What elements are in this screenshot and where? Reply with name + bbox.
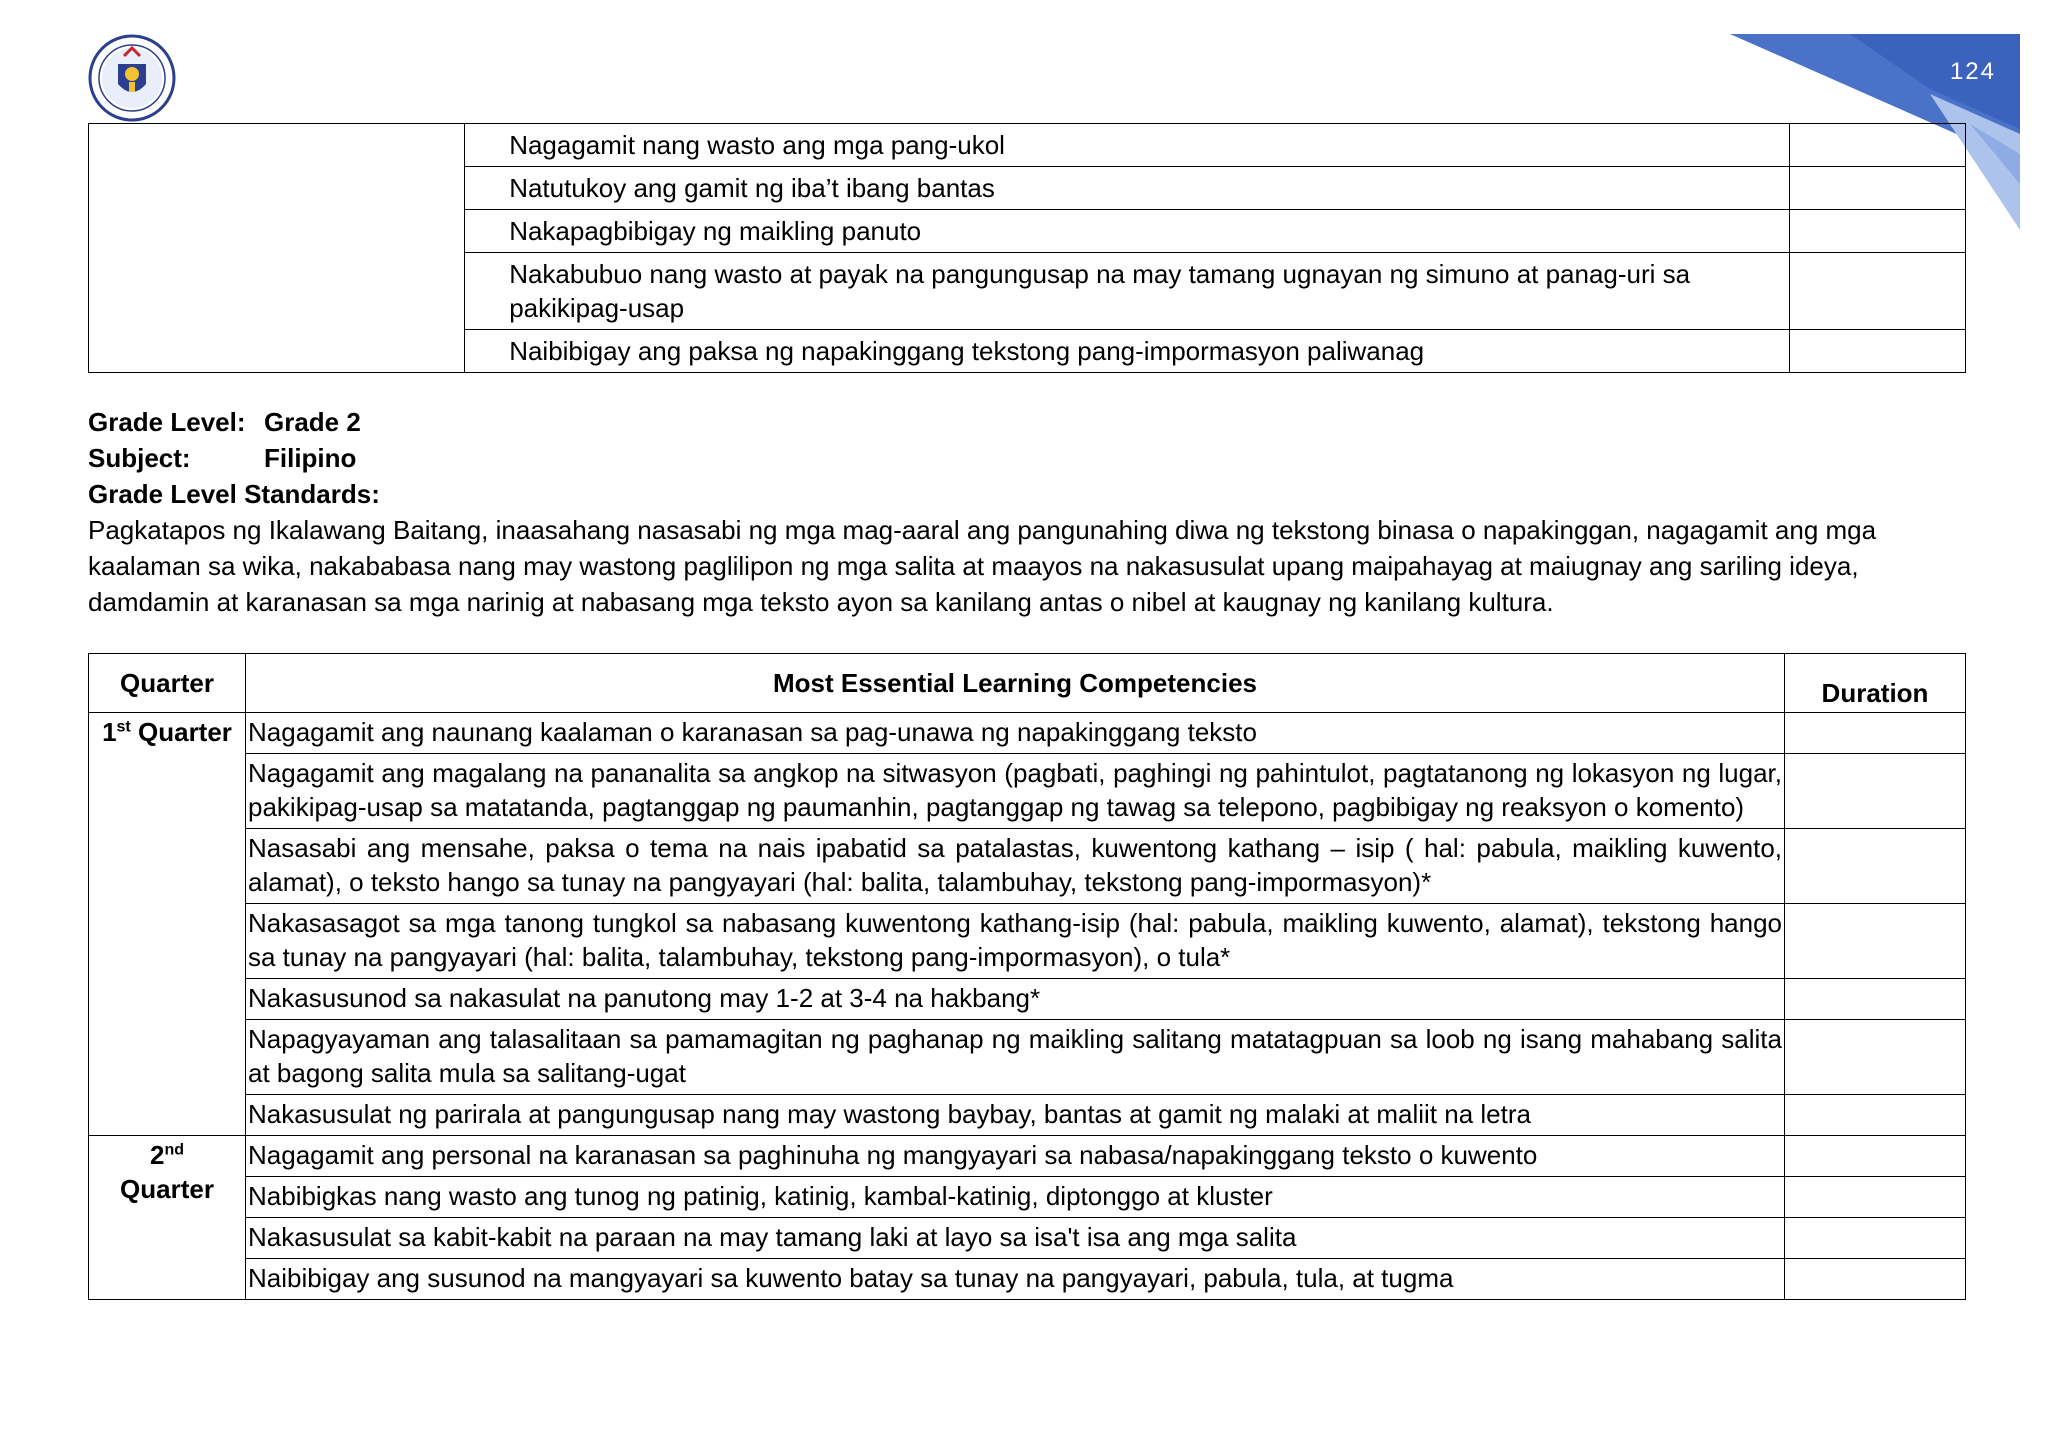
competency-cell: Nakasusunod sa nakasulat na panutong may 1-2 at 3-4 na hakbang*	[246, 979, 1785, 1020]
competency-cell: Nasasabi ang mensahe, paksa o tema na nais ipabatid sa patalastas, kuwentong kathang – isip ( hal: pabula, maikling kuwento, alamat), o teksto hango sa tunay na pangyayari (hal: balita, talambuhay, tekstong pang-impormasyon)*	[246, 829, 1785, 904]
competency-cell: Nakasasagot sa mga tanong tungkol sa nabasang kuwentong kathang-isip (hal: pabula, maikling kuwento, alamat), tekstong hango sa tunay na pangyayari (hal: balita, talambuhay, tekstong pang-impormasyon), o tula*	[246, 904, 1785, 979]
duration-cell	[1785, 904, 1966, 979]
duration-cell	[1785, 1136, 1966, 1177]
table-row	[89, 1218, 1966, 1259]
quarter-header: Quarter	[89, 654, 246, 713]
quarter-number: 1	[102, 717, 117, 747]
table-row	[89, 754, 1966, 829]
standards-text: Pagkatapos ng Ikalawang Baitang, inaasahang nasasabi ng mga mag-aaral ang pangunahing diwa ng tekstong binasa o napakinggan, nagagamit ang mga kaalaman sa wika, nakababasa nang may wastong paglilipon ng mga salita at maayos na nakasusulat upang maipahayag at maiugnay ang sariling ideya, damdamin at karanasan sa mga narinig at nabasang mga teksto ayon sa kanilang antas o nibel at kaugnay ng kanilang kultura.	[88, 515, 1877, 617]
competency-cell: Nagagamit ang naunang kaalaman o karanasan sa pag-unawa ng napakinggang teksto	[246, 713, 1785, 754]
grade-level-value: Grade 2	[264, 407, 361, 437]
duration-cell	[1789, 210, 1965, 253]
competency-cell: Nagagamit nang wasto ang mga pang-ukol	[465, 124, 1789, 167]
duration-cell	[1789, 330, 1965, 373]
competencies-header: Most Essential Learning Competencies	[246, 654, 1785, 713]
table-row	[89, 1136, 1966, 1177]
duration-cell	[1789, 167, 1965, 210]
standards-heading-row	[88, 476, 380, 512]
table-row	[89, 1020, 1966, 1095]
quarter-2-cell	[89, 1136, 246, 1300]
competency-cell: Napagyayaman ang talasalitaan sa pamamagitan ng paghanap ng maikling salitang matatagpuan sa loob ng isang mahabang salita at bagong salita mula sa salitang-ugat	[246, 1020, 1785, 1095]
table-row	[89, 1259, 1966, 1300]
competency-cell: Nagagamit ang magalang na pananalita sa angkop na sitwasyon (pagbati, paghingi ng pahintulot, pagtatanong ng lokasyon ng lugar, pakikipag-usap sa matatanda, pagtanggap ng paumanhin, pagtanggap ng tawag sa telepono, pagbibigay ng reaksyon o komento)	[246, 754, 1785, 829]
competency-table	[88, 653, 1966, 1300]
duration-cell	[1785, 1218, 1966, 1259]
competency-cell: Nakapagbibigay ng maikling panuto	[465, 210, 1789, 253]
quarter-number: 2	[149, 1140, 165, 1170]
competency-cell: Nakabubuo nang wasto at payak na pangungusap na may tamang ugnayan ng simuno at panag-uri sa pakikipag-usap	[465, 253, 1789, 330]
duration-cell	[1785, 1095, 1966, 1136]
quarter-ordinal: nd	[164, 1141, 184, 1159]
table-row	[89, 1177, 1966, 1218]
competency-table-continued	[88, 123, 1966, 373]
table-row	[89, 904, 1966, 979]
duration-header: Duration	[1785, 654, 1966, 713]
subject-row	[88, 440, 380, 476]
grade-level-label: Grade Level:	[88, 407, 246, 437]
table-row	[89, 979, 1966, 1020]
grade-level-row	[88, 404, 380, 440]
competency-cell: Nakasusulat ng parirala at pangungusap nang may wastong baybay, bantas at gamit ng malaki at maliit na letra	[246, 1095, 1785, 1136]
subject-value: Filipino	[264, 443, 357, 473]
table-row	[89, 829, 1966, 904]
duration-cell	[1785, 754, 1966, 829]
page-number: 124	[1949, 58, 1996, 85]
duration-cell	[1785, 979, 1966, 1020]
duration-cell	[1785, 1177, 1966, 1218]
standards-label: Grade Level Standards:	[88, 479, 380, 509]
table-row	[89, 124, 1966, 167]
duration-cell	[1789, 253, 1965, 330]
quarter-word: Quarter	[120, 1174, 214, 1204]
duration-cell	[1785, 829, 1966, 904]
quarter-ordinal: st	[116, 718, 131, 736]
table-row	[89, 713, 1966, 754]
empty-quarter-cell	[89, 124, 465, 373]
competency-cell: Naibibigay ang paksa ng napakinggang tekstong pang-impormasyon paliwanag	[465, 330, 1789, 373]
competency-cell: Nabibigkas nang wasto ang tunog ng patinig, katinig, kambal-katinig, diptonggo at kluster	[246, 1177, 1785, 1218]
deped-seal-icon	[88, 34, 176, 122]
duration-cell	[1789, 124, 1965, 167]
grade-meta	[88, 404, 380, 512]
competency-cell: Nagagamit ang personal na karanasan sa paghinuha ng mangyayari sa nabasa/napakinggang teksto o kuwento	[246, 1136, 1785, 1177]
table-row	[89, 1095, 1966, 1136]
quarter-word: Quarter	[138, 717, 232, 747]
duration-cell	[1785, 1020, 1966, 1095]
duration-cell	[1785, 713, 1966, 754]
competency-cell: Natutukoy ang gamit ng iba’t ibang bantas	[465, 167, 1789, 210]
competency-cell: Nakasusulat sa kabit-kabit na paraan na may tamang laki at layo sa isa't isa ang mga salita	[246, 1218, 1785, 1259]
subject-label: Subject:	[88, 443, 191, 473]
quarter-1-cell	[89, 713, 246, 1136]
competency-cell: Naibibigay ang susunod na mangyayari sa kuwento batay sa tunay na pangyayari, pabula, tula, at tugma	[246, 1259, 1785, 1300]
duration-cell	[1785, 1259, 1966, 1300]
table-header-row	[89, 654, 1966, 713]
